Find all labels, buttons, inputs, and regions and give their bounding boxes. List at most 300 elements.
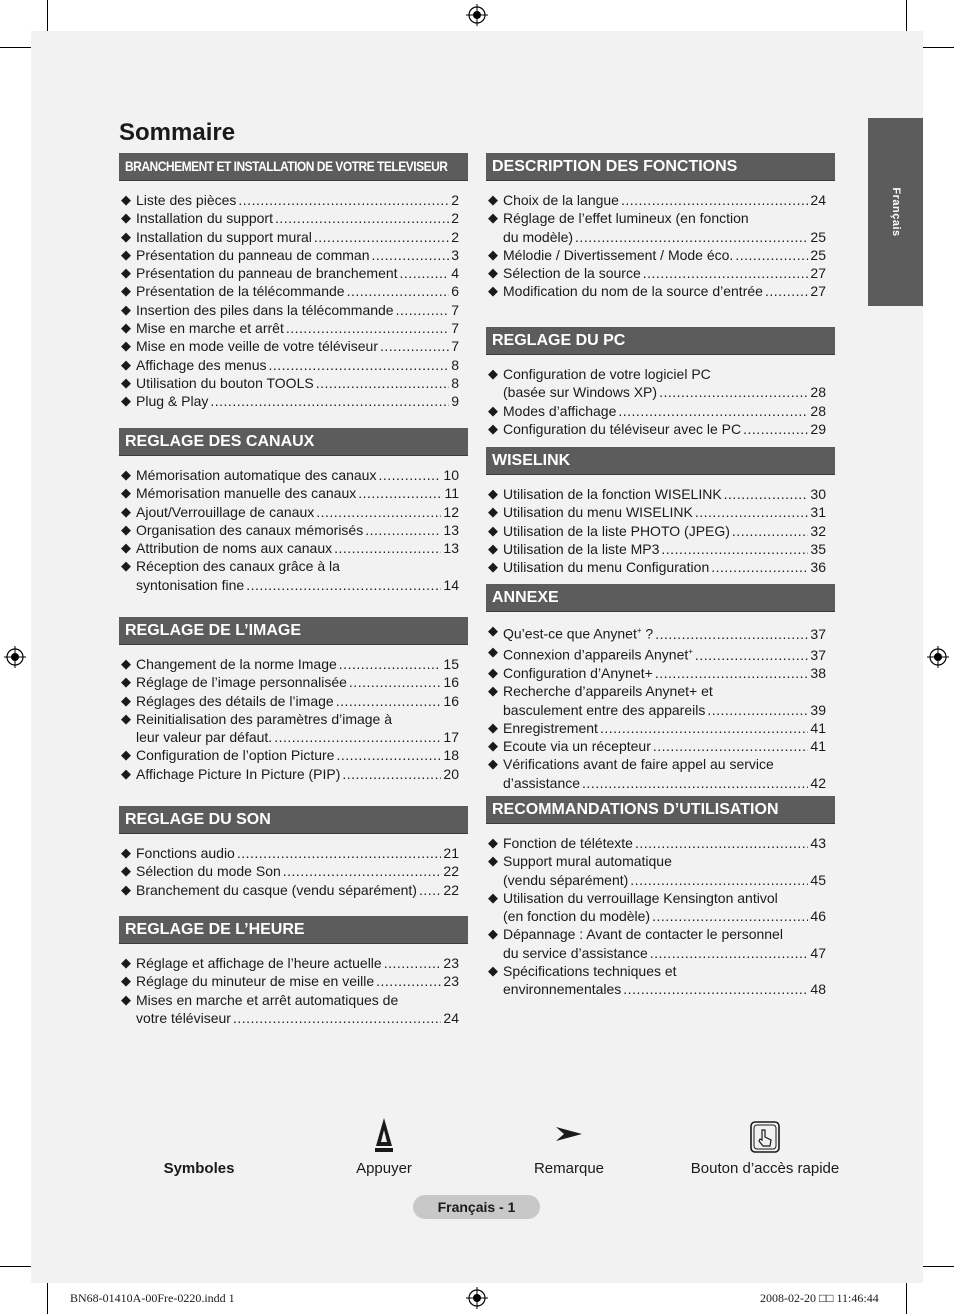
toc-line [503,622,826,643]
toc-page-number: 25 [810,246,826,263]
toc-line [503,907,826,925]
toc-item [119,374,468,392]
toc-page-number: 14 [443,576,459,593]
toc-entry-text: ◆ Spécifications techniques et [503,963,677,980]
toc-page-number: 27 [810,265,826,282]
toc-entry-text: ◆ Insertion des piles dans la télécommande [136,301,394,318]
toc-page-number: 47 [810,944,826,961]
section-son [119,806,468,899]
toc-entry-text: ◆ Reinitialisation des paramètres d’image à [136,710,393,727]
toc-item [119,301,468,319]
dot-leader [347,282,450,300]
section-fonctions [486,153,835,301]
dot-leader [238,191,449,209]
toc-item [119,209,468,227]
dot-leader [655,625,808,643]
toc-page-number: 2 [451,210,459,227]
toc-list [486,191,835,301]
toc-item [486,209,835,246]
dot-leader [621,191,808,209]
toc-page-number: 9 [451,393,459,410]
toc-page-number: 21 [443,845,459,861]
section-reco [486,796,835,999]
toc-line [503,228,826,246]
note-label: Remarque [533,1160,605,1177]
toc-entry-text: ◆ Présentation du panneau de branchement [136,265,398,282]
dot-leader [735,246,808,264]
dot-leader [724,485,809,503]
toc-line [136,374,459,392]
toc-line [503,755,826,773]
toc-page-number: 22 [443,881,459,898]
toc-page-number: 23 [443,955,459,971]
toc-item [486,925,835,962]
toc-line [136,337,459,355]
toc-line [503,420,826,438]
toc-entry-text: ◆ Affichage des menus [136,356,267,373]
dot-leader [707,701,808,719]
toc-item [119,246,468,264]
toc-line [136,191,459,209]
press-label: Appuyer [356,1160,412,1177]
toc-line [136,521,459,539]
toc-page-number: 37 [810,646,826,663]
toc-entry-text: ◆ Réglages des détails de l’image [136,692,334,709]
toc-page-number: 17 [443,729,459,746]
toc-list [486,485,835,576]
toc-item [119,228,468,246]
toc-list [486,622,835,792]
toc-line [136,319,459,337]
toc-entry-text: ◆ Utilisation du menu Configuration [503,559,710,576]
toc-item [486,402,835,420]
section-image [119,617,468,783]
toc-entry-text: ◆ Configuration de votre logiciel PC [503,366,711,382]
dot-leader [623,980,808,998]
toc-line [503,871,826,889]
toc-item [486,889,835,926]
dot-leader [659,383,808,401]
language-tab [868,118,923,306]
toc-item [486,622,835,643]
toc-list [119,191,468,411]
toc-entry-text: ◆ Sélection du mode Son [136,863,281,880]
toc-item [486,503,835,521]
dot-leader [635,834,808,852]
toc-entry-text: ◆ Utilisation du verrouillage Kensington antivol [503,889,778,906]
toc-list [119,954,468,1027]
toc-line [503,282,826,300]
toc-line [136,692,459,710]
note-arrow-icon [554,1124,584,1144]
toc-item [486,264,835,282]
toc-item [486,755,835,792]
toc-entry-text: ◆ Dépannage : Avant de contacter le personnel [503,926,783,943]
toc-entry-text: votre téléviseur [136,1009,231,1026]
section-install [119,153,468,411]
toc-entry-text: syntonisation fine [136,576,245,593]
toc-item [486,282,835,300]
toc-page-number: 29 [810,420,826,437]
toc-page-number: 20 [443,765,459,782]
dot-leader [314,228,449,246]
toc-entry-text: ◆ Fonction de télétexte [503,835,633,851]
toc-item [119,539,468,557]
toc-entry-text: ◆ Utilisation de la liste MP3 [503,540,660,557]
toc-list [119,655,468,783]
toc-page-number: 32 [810,522,826,539]
toc-page-number: 6 [451,283,459,300]
dot-leader [349,673,442,691]
toc-entry-text: ◆ Attribution de noms aux canaux [136,540,333,557]
crop-mark [0,1266,31,1267]
toc-item [486,522,835,540]
toc-line [503,682,826,700]
toc-line [136,746,459,764]
toc-list [486,365,835,438]
toc-page-number: 30 [810,486,826,502]
dot-leader [384,954,442,972]
toc-entry-text: (vendu séparément) [503,871,629,888]
toc-line [503,834,826,852]
toc-line [136,301,459,319]
toc-entry-text: d’assistance [503,774,581,791]
toc-page-number: 15 [443,656,459,672]
dot-leader [711,558,808,576]
toc-item [119,710,468,747]
toc-line [503,852,826,870]
toc-item [119,991,468,1028]
dot-leader [695,503,809,521]
toc-line [503,962,826,980]
toc-line [136,862,459,880]
dot-leader [316,374,450,392]
section-heading: REGLAGE DE L’HEURE [119,916,468,944]
toc-page-number: 11 [444,485,459,502]
toc-line [136,466,459,484]
toc-item [486,643,835,664]
toc-item [119,557,468,594]
toc-page-number: 42 [810,774,826,791]
toc-entry-text: du modèle) [503,228,574,245]
dot-leader [650,944,809,962]
toc-page-number: 7 [451,338,459,355]
toc-page-number: 46 [810,908,826,925]
toc-entry-text: ◆ Présentation du panneau de comman [136,246,370,263]
toc-entry-text: ◆ Mise en mode veille de votre téléviseur [136,338,379,355]
toc-entry-text: ◆ Recherche d’appareils Anynet+ et [503,683,713,700]
toc-page-number: 12 [443,503,459,520]
section-canaux [119,428,468,594]
toc-entry-text: ◆ Ajout/Verrouillage de canaux [136,503,315,520]
toc-entry-text: ◆ Support mural automatique [503,853,672,870]
registration-mark-icon [466,4,488,26]
dot-leader [269,356,450,374]
toc-item [486,420,835,438]
dot-leader [643,264,809,282]
toc-page-number: 8 [451,374,459,391]
toc-entry-text: ◆ Configuration du téléviseur avec le PC [503,420,742,437]
toc-line [136,991,459,1009]
toc-line [136,209,459,227]
toc-item [486,852,835,889]
toc-entry-text: ◆ Réglage de l’effet lumineux (en fonction [503,210,749,227]
toc-item [119,191,468,209]
toc-page-number: 39 [810,701,826,718]
toc-entry-text: ◆ Mémorisation manuelle des canaux [136,485,357,502]
toc-line [503,209,826,227]
toc-entry-text: ◆ Utilisation du bouton TOOLS [136,374,314,391]
registration-mark-icon [466,1287,488,1309]
toc-line [136,576,459,594]
toc-item [486,365,835,402]
dot-leader [342,765,441,783]
section-pc [486,327,835,438]
toc-page-number: 25 [810,228,826,245]
dot-leader [336,746,441,764]
toc-item [119,954,468,972]
footer-file: BN68-01410A-00Fre-0220.indd 1 [70,1291,235,1305]
toc-line [503,246,826,264]
section-heading: RECOMMANDATIONS D’UTILISATION [486,796,835,824]
dot-leader [630,871,808,889]
toc-line [503,944,826,962]
toc-entry-text: ◆ Changement de la norme Image [136,656,337,672]
dot-leader [237,844,442,862]
toc-item [486,485,835,503]
toc-entry-text: ◆ Configuration d’Anynet+ [503,664,653,681]
toc-line [503,889,826,907]
toc-page-number: 16 [443,674,459,691]
section-heading: ANNEXE [486,584,835,612]
toc-list [119,844,468,899]
toc-line [503,980,826,998]
toc-page-number: 36 [810,559,826,576]
toc-line [136,954,459,972]
toc-list [486,834,835,999]
toc-item [119,746,468,764]
toc-entry-text: ◆ Organisation des canaux mémorisés [136,521,364,538]
toc-line [136,539,459,557]
dot-leader [600,719,808,737]
toc-item [486,834,835,852]
toc-line [503,264,826,282]
toc-item [119,862,468,880]
toc-line [136,765,459,783]
toc-line [503,701,826,719]
toc-item [119,692,468,710]
section-heading: REGLAGE DE L’IMAGE [119,617,468,645]
toc-page-number: 38 [810,664,826,681]
dot-leader [575,228,808,246]
toc-page-number: 28 [810,384,826,401]
toc-line [503,485,826,503]
toc-line [503,719,826,737]
quick-access-button-icon [749,1120,781,1154]
toc-line [136,228,459,246]
symbols-label: Symboles [163,1160,235,1177]
toc-entry-text: ◆ Présentation de la télécommande [136,283,345,300]
toc-item [486,682,835,719]
toc-line [503,925,826,943]
toc-line [136,710,459,728]
section-heading: REGLAGE DU PC [486,327,835,355]
section-heading: BRANCHEMENT ET INSTALLATION DE VOTRE TELEVISEUR [119,153,468,181]
crop-mark [0,47,31,48]
toc-line [503,402,826,420]
dot-leader [582,774,808,792]
toc-page-number: 7 [451,301,459,318]
toc-line [136,881,459,899]
crop-mark [923,47,954,48]
toc-entry-text: ◆ Ecoute via un récepteur [503,738,651,755]
toc-entry-text: ◆ Mises en marche et arrêt automatiques de [136,991,399,1008]
crop-mark [47,0,48,31]
toc-page-number: 41 [810,719,826,736]
toc-page-number: 2 [451,192,459,208]
toc-entry-text: ◆ Affichage Picture In Picture (PIP) [136,765,341,782]
toc-entry-text: ◆ Sélection de la source [503,265,641,282]
quick-label: Bouton d’accès rapide [690,1160,840,1177]
toc-entry-text: ◆ Modes d’affichage [503,402,617,419]
toc-entry-text: ◆ Mise en marche et arrêt [136,320,284,337]
dot-leader [380,337,449,355]
toc-page-number: 45 [810,871,826,888]
toc-page-number: 31 [810,504,826,521]
dot-leader [400,264,450,282]
toc-item [119,673,468,691]
toc-page-number: 18 [443,747,459,764]
toc-page-number: 28 [810,402,826,419]
toc-item [486,246,835,264]
dot-leader [652,907,808,925]
dot-leader [233,1009,441,1027]
toc-item [486,719,835,737]
toc-entry-text: ◆ Mélodie / Divertissement / Mode éco. [503,246,734,263]
registration-mark-icon [4,646,26,668]
toc-line [136,503,459,521]
toc-entry-text: ◆ Configuration de l’option Picture [136,747,335,764]
toc-entry-text: leur valeur par défaut. [136,729,273,746]
language-tab-label: Français [889,187,902,237]
toc-line [136,655,459,673]
dot-leader [743,420,808,438]
dot-leader [655,664,809,682]
toc-entry-text: ◆ Réglage du minuteur de mise en veille [136,973,375,990]
dot-leader [732,522,809,540]
toc-entry-text: ◆ Réception des canaux grâce à la [136,558,340,575]
dot-leader [246,576,441,594]
toc-entry-text: basculement entre des appareils [503,701,706,718]
toc-page-number: 27 [810,283,826,300]
toc-item [119,521,468,539]
toc-line [136,484,459,502]
toc-item [486,737,835,755]
crop-mark [906,0,907,31]
toc-page-number: 10 [443,467,459,483]
dot-leader [396,301,450,319]
toc-entry-text: ◆ Qu’est-ce que Anynet+ ? [503,625,654,642]
toc-item [119,972,468,990]
toc-item [119,765,468,783]
toc-page-number: 41 [810,738,826,755]
dot-leader [618,402,808,420]
toc-entry-text: ◆ Utilisation de la fonction WISELINK [503,486,722,502]
toc-line [136,972,459,990]
dot-leader [365,521,441,539]
section-heading: DESCRIPTION DES FONCTIONS [486,153,835,181]
toc-item [486,962,835,999]
dot-leader [210,392,449,410]
toc-page-number: 8 [451,356,459,373]
toc-line [136,1009,459,1027]
toc-entry-text: ◆ Plug & Play [136,393,209,410]
toc-line [136,673,459,691]
toc-entry-text: ◆ Installation du support mural [136,228,312,245]
toc-line [136,392,459,410]
toc-line [503,540,826,558]
toc-line [503,774,826,792]
dot-leader [336,692,442,710]
dot-leader [275,209,449,227]
toc-page-number: 7 [451,320,459,337]
toc-page-number: 24 [810,192,826,208]
page-number-badge: Français - 1 [413,1195,540,1219]
dot-leader [274,728,441,746]
dot-leader [661,540,808,558]
toc-item [486,540,835,558]
toc-entry-text: ◆ Installation du support [136,210,273,227]
toc-page-number: 35 [810,540,826,557]
toc-entry-text: ◆ Liste des pièces [136,192,237,208]
dot-leader [358,484,442,502]
toc-line [503,664,826,682]
toc-entry-text: ◆ Utilisation du menu WISELINK [503,504,693,521]
dot-leader [419,881,441,899]
toc-page-number: 23 [443,973,459,990]
toc-item [119,844,468,862]
dot-leader [316,503,441,521]
dot-leader [283,862,442,880]
section-heading: WISELINK [486,447,835,475]
toc-line [136,557,459,575]
dot-leader [378,466,441,484]
dot-leader [334,539,441,557]
toc-item [119,392,468,410]
dot-leader [653,737,809,755]
toc-item [486,191,835,209]
toc-entry-text: ◆ Choix de la langue [503,192,619,208]
toc-item [119,356,468,374]
toc-page-number: 4 [451,265,459,282]
toc-list [119,466,468,594]
dot-leader [372,246,450,264]
toc-item [486,664,835,682]
toc-page-number: 24 [443,1009,459,1026]
toc-line [503,558,826,576]
toc-line [136,264,459,282]
toc-entry-text: ◆ Fonctions audio [136,845,235,861]
toc-line [503,383,826,401]
toc-entry-text: ◆ Vérifications avant de faire appel au service [503,756,774,773]
toc-entry-text: ◆ Modification du nom de la source d’entrée [503,283,763,300]
section-heading: REGLAGE DU SON [119,806,468,834]
toc-entry-text: ◆ Mémorisation automatique des canaux [136,467,377,483]
toc-page-number: 13 [443,540,459,557]
section-annexe [486,584,835,792]
toc-line [136,844,459,862]
dot-leader [286,319,449,337]
